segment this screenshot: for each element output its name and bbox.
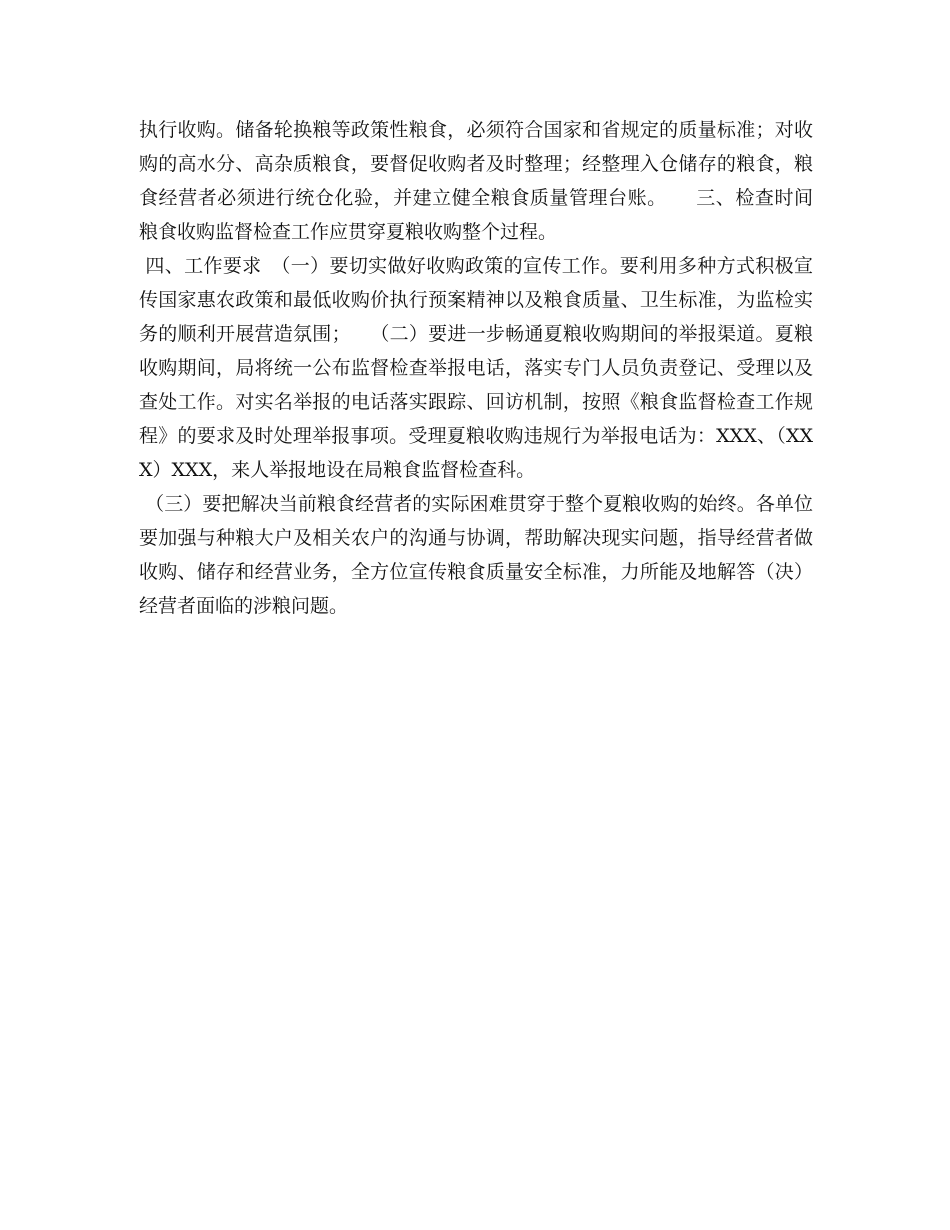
document-body bbox=[139, 113, 852, 623]
paragraph-inspection-time: 执行收购。储备轮换粮等政策性粮食，必须符合国家和省规定的质量标准；对收购的高水分、高杂质粮食，要督促收购者及时整理；经整理入仓储存的粮食，粮食经营者必须进行统仓化验，并建立健全粮食质量管理台账。 三、检查时间 粮食收购监督检查工作应贯穿夏粮收购整个过程。 bbox=[139, 119, 852, 243]
paragraph-solve-difficulties: （三）要把解决当前粮食经营者的实际困难贯穿于整个夏粮收购的始终。各单位要加强与种粮大户及相关农户的沟通与协调，帮助解决现实问题，指导经营者做收购、储存和经营业务，全方位宣传粮食质量安全标准，力所能及地解答（决）经营者面临的涉粮问题。 bbox=[139, 493, 813, 617]
paragraph-work-requirements: 四、工作要求 （一）要切实做好收购政策的宣传工作。要利用多种方式积极宣传国家惠农政策和最低收购价执行预案精神以及粮食质量、卫生标准，为监检实务的顺利开展营造氛围； （二）要进一步畅通夏粮收购期间的举报渠道。夏粮收购期间，局将统一公布监督检查举报电话，落实专门人员负责登记、受理以及查处工作。对实名举报的电话落实跟踪、回访机制，按照《粮食监督检查工作规程》的要求及时处理举报事项。受理夏粮收购违规行为举报电话为：XXX、（XXX）XXX，来人举报地设在局粮食监督检查科。 bbox=[139, 255, 813, 481]
